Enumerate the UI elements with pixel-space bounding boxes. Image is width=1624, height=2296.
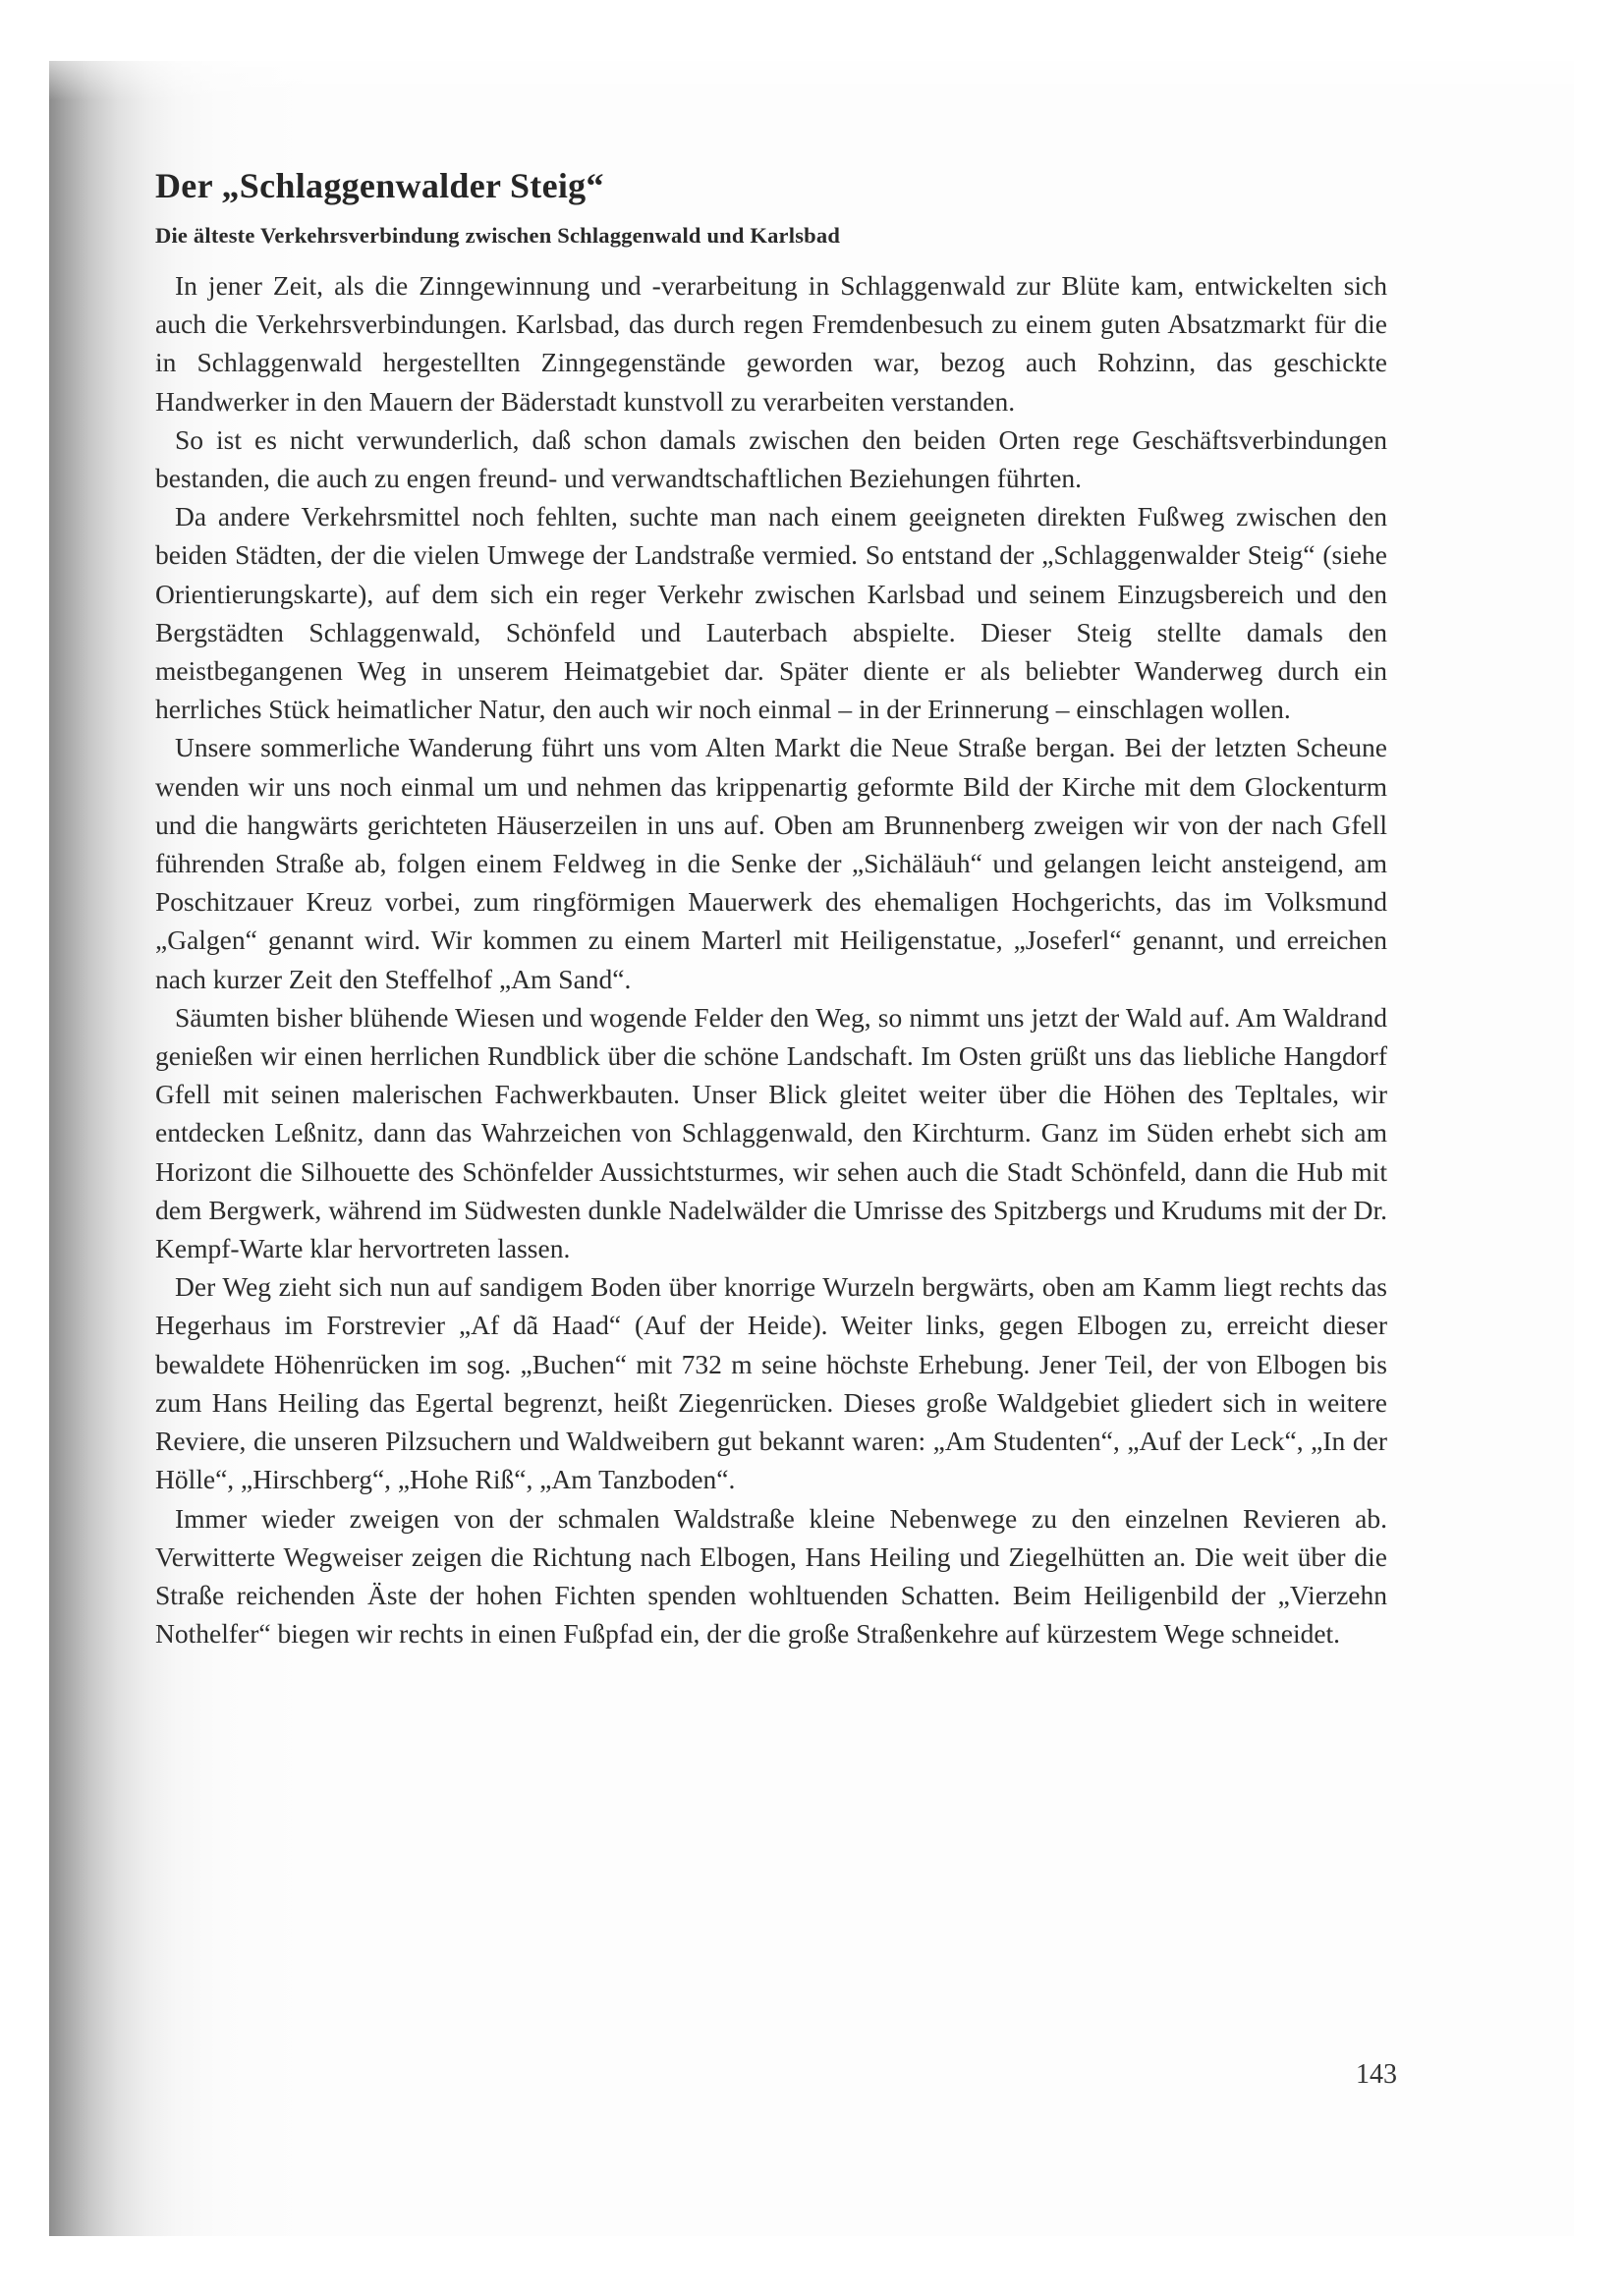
page-title: Der „Schlaggenwalder Steig“: [155, 166, 604, 205]
page-number: 143: [1356, 2059, 1397, 2090]
paragraph-steig: Da andere Verkehrsmittel noch fehlten, suchte man nach einem geeigneten direkten Fußweg zwischen den beiden Städten, der die vielen Umwege der Landstraße vermied. So entstand der „Schlaggenwalder Steig“ (siehe Orientierungskarte), auf dem sich ein reger Verkehr zwischen Karlsbad und seinem Einzugsbereich und den Bergstädten Schlaggenwald, Schönfeld und Lauterbach abspielte. Dieser Steig stellte damals den meistbegangenen Weg in unserem Heimatgebiet dar. Später diente er als beliebter Wanderweg durch ein herrliches Stück heimatlicher Natur, den auch wir noch einmal – in der Erinnerung – einschlagen wollen.: [155, 501, 1387, 725]
page-subtitle: Die älteste Verkehrsverbindung zwischen Schlaggenwald und Karlsbad: [155, 223, 841, 248]
paragraph-rundblick: Säumten bisher blühende Wiesen und wogende Felder den Weg, so nimmt uns jetzt der Wald auf. Am Waldrand genießen wir einen herrlichen Rundblick über die schöne Landschaft. Im Osten grüßt uns das liebliche Hangdorf Gfell mit seinen malerischen Fachwerkbauten. Unser Blick gleitet weiter über die Höhen des Tepltales, wir entdecken Leßnitz, dann das Wahrzeichen von Schlaggenwald, den Kirchturm. Ganz im Süden erhebt sich am Horizont die Silhouette des Schönfelder Aussichtsturmes, wir sehen auch die Stadt Schönfeld, dann die Hub mit dem Bergwerk, während im Südwesten dunkle Nadelwälder die Umrisse des Spitzbergs und Krudums mit der Dr. Kempf-Warte klar hervortreten lassen.: [155, 1001, 1387, 1264]
paragraph-waldgebiet: Der Weg zieht sich nun auf sandigem Boden über knorrige Wurzeln bergwärts, oben am Kamm liegt rechts das Hegerhaus im Forstrevier „Af dã Haad“ (Auf der Heide). Weiter links, gegen Elbogen zu, erreicht dieser bewaldete Höhenrücken im sog. „Buchen“ mit 732 m seine höchste Erhebung. Jener Teil, der von Elbogen bis zum Hans Heiling das Egertal begrenzt, heißt Ziegenrücken. Dieses große Waldgebiet gliedert sich in weitere Reviere, die unseren Pilzsuchern und Waldweibern gut bekannt waren: „Am Studenten“, „Auf der Leck“, „In der Hölle“, „Hirschberg“, „Hohe Riß“, „Am Tanzboden“.: [155, 1271, 1387, 1495]
text-block: [155, 162, 1387, 1652]
paragraph-wanderung: Unsere sommerliche Wanderung führt uns vom Alten Markt die Neue Straße bergan. Bei der letzten Scheune wenden wir uns noch einmal um und nehmen das krippenartig geformte Bild der Kirche mit dem Glockenturm und die hangwärts gerichteten Häuserzeilen in uns auf. Oben am Brunnenberg zweigen wir von der nach Gfell führenden Straße ab, folgen einem Feldweg in die Senke der „Sichäläuh“ und gelangen leicht ansteigend, am Poschitzauer Kreuz vorbei, zum ringförmigen Mauerwerk des ehemaligen Hochgerichts, das im Volksmund „Galgen“ genannt wird. Wir kommen zu einem Marterl mit Heiligenstatue, „Joseferl“ genannt, und erreichen nach kurzer Zeit den Steffelhof „Am Sand“.: [155, 732, 1387, 994]
paragraph-zinngewinnung: In jener Zeit, als die Zinngewinnung und -verarbeitung in Schlaggenwald zur Blüte kam, entwickelten sich auch die Verkehrsverbindungen. Karlsbad, das durch regen Fremdenbesuch zu einem guten Absatzmarkt für die in Schlaggenwald hergestellten Zinngegenstände geworden war, bezog auch Rohzinn, das geschickte Handwerker in den Mauern der Bäderstadt kunstvoll zu verarbeiten verstanden.: [155, 270, 1387, 417]
paragraph-geschaeftsverbindungen: So ist es nicht verwunderlich, daß schon damals zwischen den beiden Orten rege Geschäftsverbindungen bestanden, die auch zu engen freund- und verwandtschaftlichen Beziehungen führten.: [155, 423, 1387, 494]
paragraph-waldstrasse: Immer wieder zweigen von der schmalen Waldstraße kleine Nebenwege zu den einzelnen Revieren ab. Verwitterte Wegweiser zeigen die Richtung nach Elbogen, Hans Heiling und Ziegelhütten an. Die weit über die Straße reichenden Äste der hohen Fichten spenden wohltuenden Schatten. Beim Heiligenbild der „Vierzehn Nothelfer“ biegen wir rechts in einen Fußpfad ein, der die große Straßenkehre auf kürzestem Wege schneidet.: [155, 1502, 1387, 1650]
